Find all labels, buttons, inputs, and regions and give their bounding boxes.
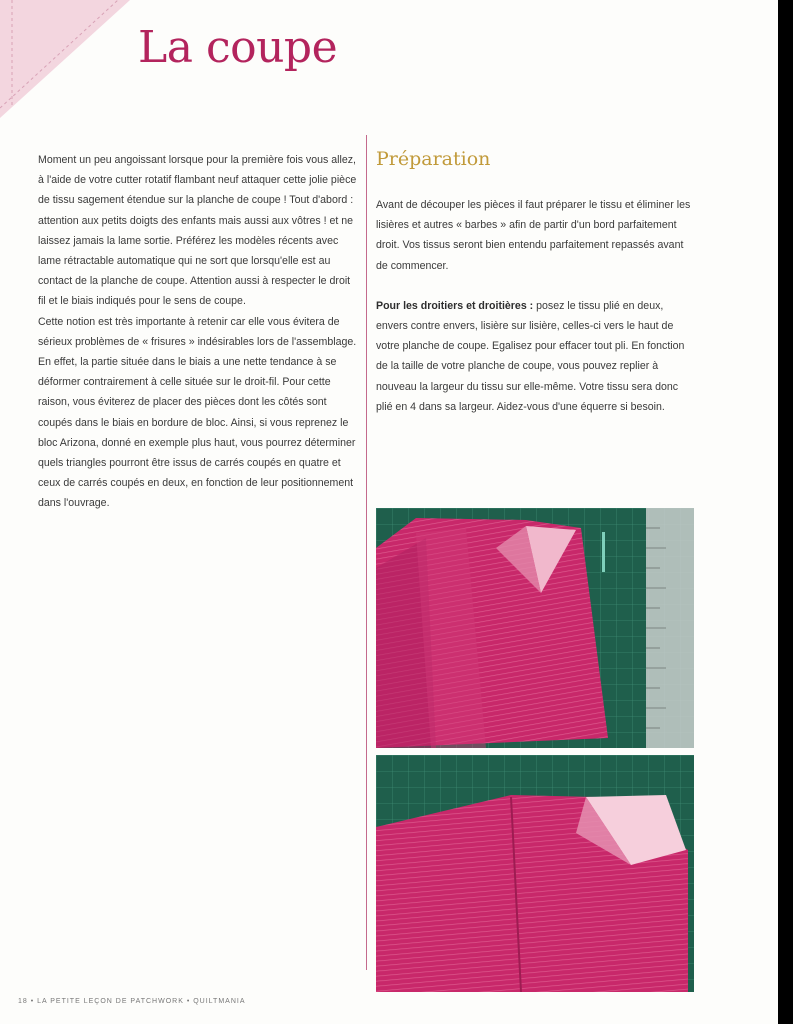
page-footer: 18 • LA PETITE LEÇON DE PATCHWORK • QUILTMANIA <box>18 998 246 1005</box>
photo-fabric-on-mat <box>376 755 694 992</box>
body-paragraph: Moment un peu angoissant lorsque pour la première fois vous allez, à l'aide de votre cutter rotatif flambant neuf attaquer cette jolie pièce de tissu sagement étendue sur la planche de coupe ! Tout d'abord : attention aux petits doigts des enfants mais aussi aux vôtres ! et ne laissez jamais la lame sortie. Préférez les modèles récents avec lame rétractable automatique qui ne sort que lorsqu'elle est au contact de la planche de coupe. Attention aussi à respecter le droit fil et le biais indiqués pour le sens de coupe. <box>38 154 357 308</box>
body-paragraph <box>376 296 696 417</box>
body-paragraph: Avant de découper les pièces il faut préparer le tissu et éliminer les lisières et autres « barbes » afin de partir d'un bord parfaitement droit. Vos tissus seront bien entendu parfaitement repassés avant de commencer. <box>376 199 691 272</box>
paragraph-text: posez le tissu plié en deux, envers contre envers, lisière sur lisière, celles-ci vers le haut de votre planche de coupe. Egalisez pour effacer tout pli. En fonction de la taille de votre planche de coupe, vous pouvez replier à nouveau la largeur du tissu sur elle-même. Votre tissu sera donc plié en 4 dans sa largeur. Aidez-vous d'une équerre si besoin. <box>376 299 685 413</box>
left-column <box>38 150 360 514</box>
section-heading: Préparation <box>376 148 491 170</box>
column-divider <box>366 135 367 970</box>
body-paragraph: En effet, la partie située dans le biais a une nette tendance à se déformer contrairement à celle située sur le droit-fil. Pour cette raison, vous éviterez de placer des pièces dont les côtés sont coupés dans le biais en bordure de bloc. Ainsi, si vous reprenez le bloc Arizona, donné en exemple plus haut, vous pourrez déterminer quels triangles pourront être issus de carrés coupés en quatre et ceux de carrés coupés en deux, en fonction de leur positionnement dans l'ouvrage. <box>38 356 356 510</box>
bold-lead-in: Pour les droitiers et droitières : <box>376 299 534 312</box>
photo-folded-fabric <box>376 508 694 748</box>
body-paragraph: Cette notion est très importante à retenir car elle vous évitera de sérieux problèmes de « frisures » indésirables lors de l'assemblage. <box>38 315 357 348</box>
corner-decoration <box>0 0 130 118</box>
right-column <box>376 195 696 417</box>
page-title: La coupe <box>138 22 338 73</box>
